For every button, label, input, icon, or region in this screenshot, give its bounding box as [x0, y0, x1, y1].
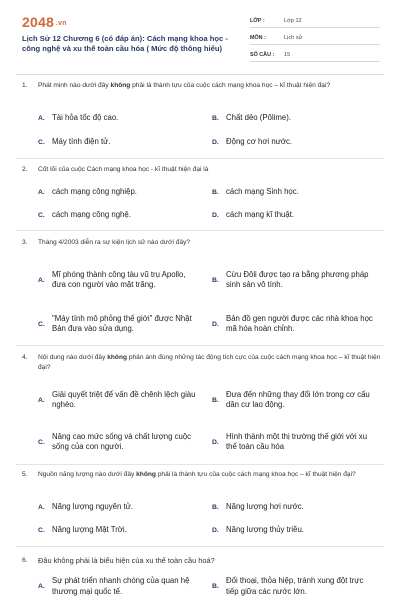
option-a[interactable]: A. Tài hỏa tốc độ cao.	[38, 113, 119, 122]
meta-value: Lớp 12	[284, 17, 302, 24]
option-d[interactable]: D. Động cơ hơi nước.	[212, 137, 293, 146]
option-c[interactable]: C. "Máy tính mô phỏng thế giới" được Nhật Bản đưa vào sửa dụng.	[38, 313, 192, 333]
meta-label: SỐ CÂU :	[250, 51, 275, 58]
question-5	[16, 470, 388, 480]
question-stem: 1. Phát minh nào dưới đây không phải là thành tựu của cuộc cách mạng khoa học – kĩ thuật hiện đại?	[22, 82, 331, 89]
document-meta	[250, 14, 380, 65]
question-divider	[16, 158, 384, 159]
question-stem: 3. Tháng 4/2003 diễn ra sự kiện lịch sử nào dưới đây?	[22, 239, 191, 246]
meta-label: MÔN :	[250, 34, 266, 41]
document-header	[0, 0, 400, 68]
question-4	[16, 353, 388, 372]
question-stem: 6. Đâu không phải là biểu hiện của xu thế toàn cầu hoá?	[22, 556, 215, 565]
meta-subject	[250, 31, 380, 45]
question-2	[16, 165, 388, 175]
option-a[interactable]: A. cách mạng công nghiệp.	[38, 187, 137, 196]
option-a[interactable]: A. Mĩ phóng thành công tàu vũ trụ Apollo, đưa con người vào mặt trăng.	[38, 269, 186, 289]
option-d[interactable]: D. Bản đồ gen người được các nhà khoa học mã hóa hoàn chỉnh.	[212, 313, 373, 333]
option-c[interactable]: C. Năng lượng Mặt Trời.	[38, 525, 127, 534]
meta-question-count	[250, 48, 380, 62]
question-stem: 5. Nguồn năng lượng nào dưới đây không phải là thành tựu của cuộc cách mạng khoa học – kĩ thuật hiện đại?	[22, 471, 356, 478]
option-a[interactable]: A. Sự phát triển nhanh chóng của quan hệ thương mại quốc tế.	[38, 576, 190, 596]
option-b[interactable]: B. cách mạng Sinh học.	[212, 187, 299, 196]
question-3	[16, 238, 388, 248]
option-c[interactable]: C. cách mạng công nghệ.	[38, 210, 131, 219]
option-a[interactable]: A. Năng lượng nguyên tử.	[38, 502, 134, 511]
question-1	[16, 81, 388, 91]
option-b[interactable]: B. Đưa đến những thay đổi lớn trong cơ cấu dân cư lao động.	[212, 389, 370, 409]
meta-grade	[250, 14, 380, 28]
header-divider	[16, 74, 384, 75]
question-6	[16, 556, 388, 566]
option-d[interactable]: D. cách mạng kĩ thuật.	[212, 210, 295, 219]
option-c[interactable]: C. Nâng cao mức sống và chất lượng cuộc sống của con người.	[38, 431, 192, 451]
document-title: Lịch Sử 12 Chương 6 (có đáp án): Cách mạng khoa học - công nghệ và xu thế toàn cầu hóa ( Mức độ thông hiểu)	[22, 34, 228, 53]
question-stem: 2. Cốt lõi của cuộc Cách mạng khoa học - kĩ thuật hiện đại là	[22, 166, 209, 173]
option-b[interactable]: B. Cừu Đôli được tạo ra bằng phương pháp sinh sản vô tính.	[212, 269, 369, 289]
option-d[interactable]: D. Hình thành một thị trường thế giới với xu thế toàn cầu hóa	[212, 431, 368, 451]
option-b[interactable]: B. Năng lượng hơi nước.	[212, 502, 304, 511]
option-c[interactable]: C. Máy tính điện tử.	[38, 137, 111, 146]
question-divider	[16, 230, 384, 231]
question-stem: 4. Nội dung nào dưới đây không phản ánh đúng những tác động tích cực của cuộc cách mạng khoa học – kĩ thuật hiện đại?	[22, 354, 381, 371]
site-logo[interactable]: 2048 .vn	[22, 14, 67, 30]
meta-label: LỚP :	[250, 17, 265, 24]
question-divider	[16, 546, 384, 547]
option-b[interactable]: B. Chất dẻo (Pôlime).	[212, 113, 292, 122]
option-b[interactable]: B. Đối thoại, thỏa hiệp, tránh xung đột trực tiếp giữa các nước lớn.	[212, 576, 364, 596]
question-divider	[16, 464, 384, 465]
option-d[interactable]: D. Năng lượng thủy triều.	[212, 525, 304, 534]
meta-value: 15	[284, 51, 291, 58]
question-divider	[16, 345, 384, 346]
option-a[interactable]: A. Giải quyết triệt để vấn đề chênh lệch giàu nghèo.	[38, 389, 196, 409]
meta-value: Lịch sử	[284, 34, 303, 41]
